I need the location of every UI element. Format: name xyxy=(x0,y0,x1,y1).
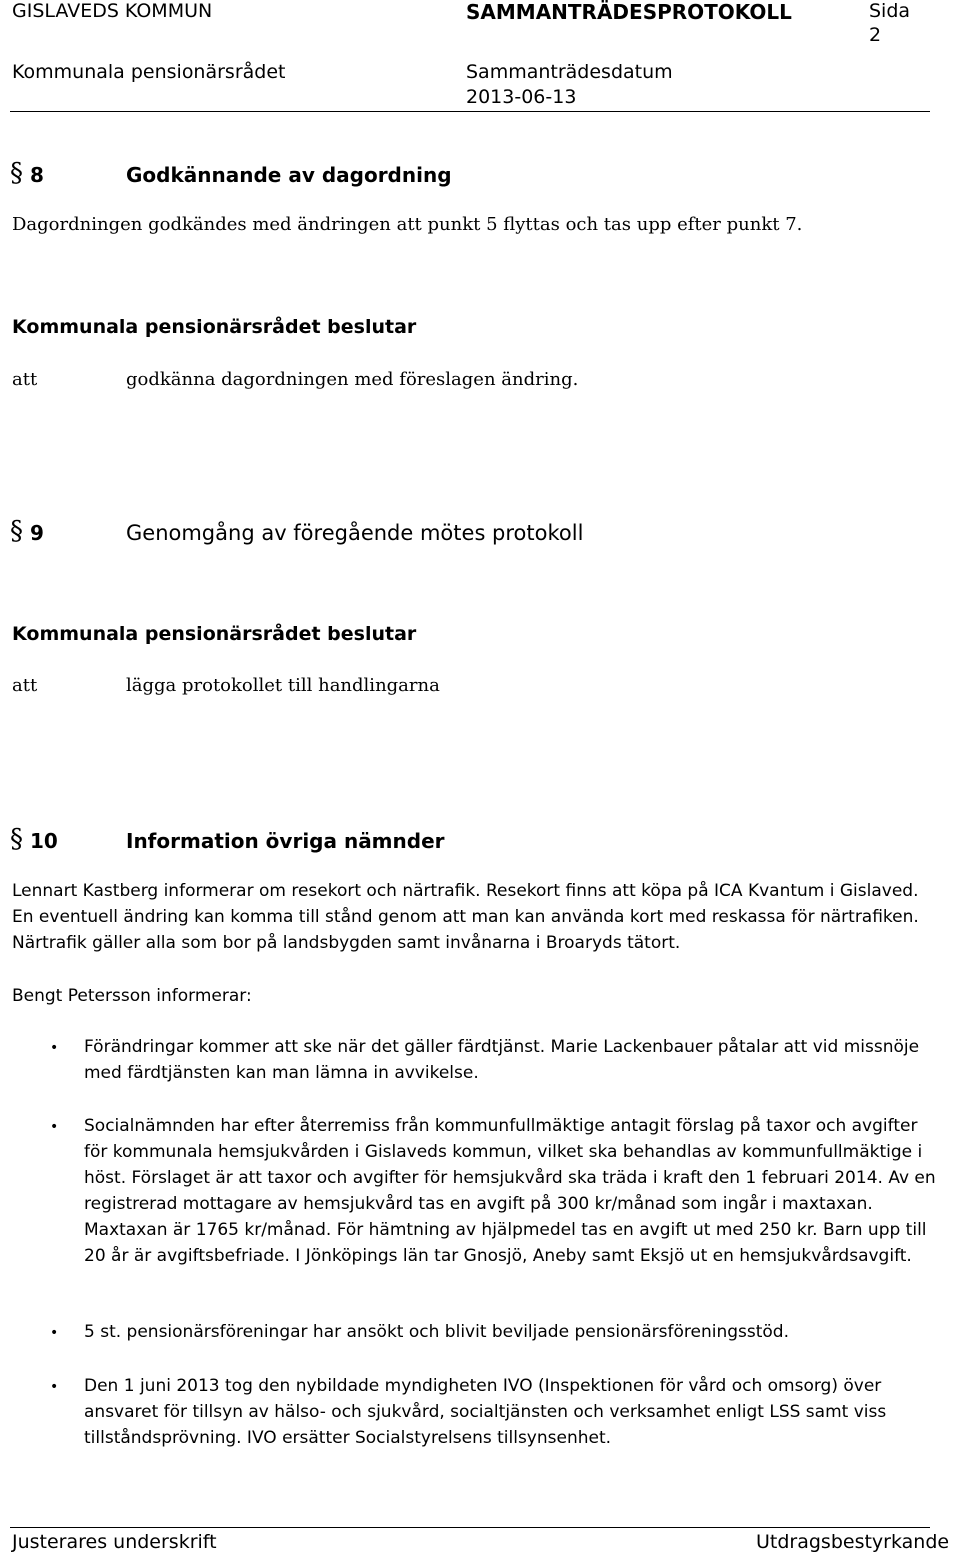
information-paragraph: Lennart Kastberg informerar om resekort och närtrafik. Resekort finns att köpa på ICA Kvantum i Gislaved. En eventuell ändring kan komma till stånd genom att man kan använda kort med reskassa för närtrafiken. Närtrafik gäller alla som bor på landsbygden samt invånarna i Broaryds tätort. xyxy=(12,881,919,953)
adjuster-signature-label: Justerares underskrift xyxy=(12,1531,217,1553)
page-label: Sida xyxy=(869,0,911,22)
section-number: 9 xyxy=(30,521,44,545)
section-mark: § xyxy=(10,824,23,854)
extract-certification-label: Utdragsbestyrkande xyxy=(756,1531,950,1553)
bullet-item: Förändringar kommer att ske när det gäller färdtjänst. Marie Lackenbauer påtalar att vid missnöje med färdtjänsten kan man lämna in avvikelse. xyxy=(84,1037,920,1083)
section-mark: § xyxy=(10,158,23,188)
section-title: Information övriga nämnder xyxy=(126,829,445,853)
header-rule xyxy=(10,111,930,112)
decision-heading: Kommunala pensionärsrådet beslutar xyxy=(12,623,417,645)
page-number: 2 xyxy=(869,24,882,46)
committee-name: Kommunala pensionärsrådet xyxy=(12,61,286,83)
municipality-name: GISLAVEDS KOMMUN xyxy=(12,0,213,22)
bullet-item: 5 st. pensionärsföreningar har ansökt och blivit beviljade pensionärsföreningsstöd. xyxy=(84,1322,789,1342)
bullet-item: Socialnämnden har efter återremiss från kommunfullmäktige antagit förslag på taxor och avgifter för kommunala hemsjukvården i Gislaveds kommun, vilket ska behandlas av kommunfullmäktige i höst. Förslaget är att taxor och avgifter för hemsjukvård ska träda i kraft den 1 februari 2014. Av en registrerad mottagare av hemsjukvård tas en avgift på 300 kr/månad som ingår i maxtaxan. Maxtaxan är 1765 kr/månad. För hämtning av hjälpmedel tas en avgift ut med 250 kr. Barn upp till 20 år är avgiftsbefriade. I Jönköpings län tar Gnosjö, Aneby samt Eksjö ut en hemsjukvårdsavgift. xyxy=(84,1116,936,1266)
information-intro: Bengt Petersson informerar: xyxy=(12,986,252,1006)
bullet-marker: • xyxy=(50,1379,59,1395)
section-title: Godkännande av dagordning xyxy=(126,163,452,187)
bullet-marker: • xyxy=(50,1119,59,1135)
decision-text: lägga protokollet till handlingarna xyxy=(126,675,440,696)
decision-heading: Kommunala pensionärsrådet beslutar xyxy=(12,316,417,338)
bullet-marker: • xyxy=(50,1325,59,1341)
section-title: Genomgång av föregående mötes protokoll xyxy=(126,521,584,545)
document-type: SAMMANTRÄDESPROTOKOLL xyxy=(466,0,792,24)
section-mark: § xyxy=(10,516,23,546)
section-text: Dagordningen godkändes med ändringen att punkt 5 flyttas och tas upp efter punkt 7. xyxy=(12,214,803,235)
section-number: 10 xyxy=(30,829,58,853)
decision-label: att xyxy=(12,675,38,696)
footer-rule xyxy=(10,1527,930,1528)
date-label: Sammanträdesdatum xyxy=(466,61,673,83)
bullet-marker: • xyxy=(50,1040,59,1056)
decision-label: att xyxy=(12,369,38,390)
bullet-item: Den 1 juni 2013 tog den nybildade myndigheten IVO (Inspektionen för vård och omsorg) över ansvaret för tillsyn av hälso- och sjukvård, socialtjänsten och verksamhet enligt LSS samt viss tillståndsprövning. IVO ersätter Socialstyrelsens tillsynsenhet. xyxy=(84,1376,887,1448)
section-number: 8 xyxy=(30,163,44,187)
decision-text: godkänna dagordningen med föreslagen ändring. xyxy=(126,369,579,390)
meeting-date: 2013-06-13 xyxy=(466,86,577,108)
